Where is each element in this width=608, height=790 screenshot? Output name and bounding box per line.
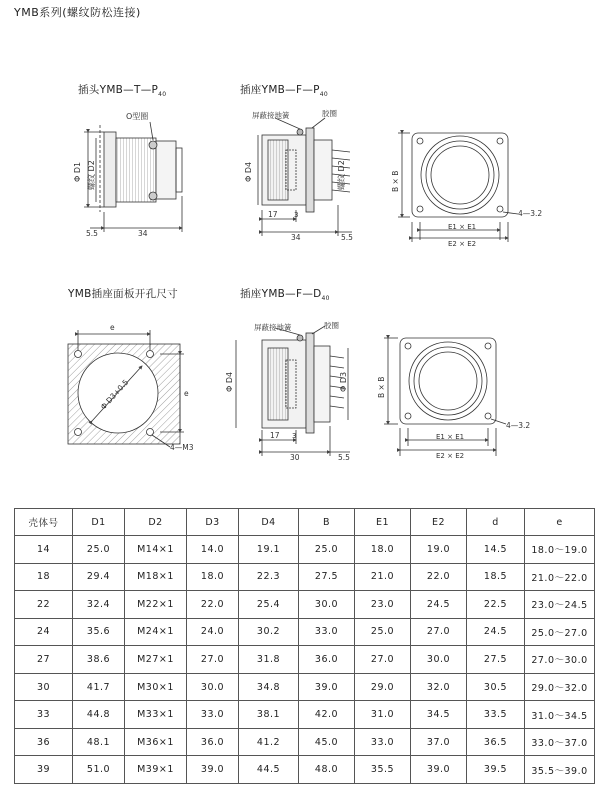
table-cell: 23.0～24.5 xyxy=(525,591,595,619)
table-cell: 24.5 xyxy=(467,618,525,646)
socket-d-caption: 插座$YMB—F—D_{40}$ xyxy=(240,288,330,303)
table-cell: 38.6 xyxy=(73,646,125,674)
table-cell: 48.1 xyxy=(73,728,125,756)
socket-d-dim-5.5: 5.5 xyxy=(338,453,350,462)
socket-d-dim-30: 30 xyxy=(290,453,300,462)
socket-d-label-spring: 屏蔽接地簧 xyxy=(254,323,292,332)
table-cell: 38.1 xyxy=(239,701,299,729)
socket-d-label-seal: 胶圈 xyxy=(324,321,339,330)
plug-label-d2: 螺纹 D2 xyxy=(87,160,96,190)
header-d2: D2 xyxy=(125,509,187,536)
header-e1: E1 xyxy=(355,509,411,536)
plug-dim-34: 34 xyxy=(138,229,148,238)
socket-p-label-d4: Φ D4 xyxy=(244,161,253,182)
table-cell: 30.0 xyxy=(299,591,355,619)
flange-bottom-label-b: B × B xyxy=(377,376,386,398)
table-cell: 18.0 xyxy=(187,563,239,591)
table-cell: 27.0 xyxy=(411,618,467,646)
flange-bottom-label-e2: E2 × E2 xyxy=(436,452,465,460)
panel-label-d3: Φ D3+0.5 xyxy=(98,377,131,412)
table-cell: 33 xyxy=(15,701,73,729)
table-body xyxy=(15,536,595,784)
socket-p-dim-34: 34 xyxy=(291,233,301,242)
table-cell: 19.0 xyxy=(411,536,467,564)
table-cell: 36.0 xyxy=(187,728,239,756)
table-cell: 27 xyxy=(15,646,73,674)
table-cell: 22.3 xyxy=(239,563,299,591)
table-cell: 33.0 xyxy=(299,618,355,646)
table-cell: 25.4 xyxy=(239,591,299,619)
panel-label-e-top: e xyxy=(110,323,115,332)
table-cell: 44.5 xyxy=(239,756,299,784)
table-cell: 39.5 xyxy=(467,756,525,784)
table-cell: 18.5 xyxy=(467,563,525,591)
table-cell: 18 xyxy=(15,563,73,591)
table-cell: 45.0 xyxy=(299,728,355,756)
plug-caption: 插头$YMB—T—P_{40}$ xyxy=(78,84,167,99)
table-cell: 35.5 xyxy=(355,756,411,784)
socket-p-dim-5.5: 5.5 xyxy=(341,233,353,242)
table-cell: 30.5 xyxy=(467,673,525,701)
table-cell: 22.0 xyxy=(187,591,239,619)
table-cell: 25.0～27.0 xyxy=(525,618,595,646)
table-cell: M36×1 xyxy=(125,728,187,756)
table-row xyxy=(15,536,595,564)
table-cell: 33.0 xyxy=(355,728,411,756)
header-d3: D3 xyxy=(187,509,239,536)
table-cell: 42.0 xyxy=(299,701,355,729)
flange-bottom-label-e1: E1 × E1 xyxy=(436,433,465,441)
table-cell: 33.0～37.0 xyxy=(525,728,595,756)
table-cell: 22.5 xyxy=(467,591,525,619)
table-cell: 27.5 xyxy=(299,563,355,591)
table-cell: 25.0 xyxy=(73,536,125,564)
table-cell: M39×1 xyxy=(125,756,187,784)
table-cell: M24×1 xyxy=(125,618,187,646)
table-cell: 27.0 xyxy=(355,646,411,674)
table-cell: 31.0 xyxy=(355,701,411,729)
table-row xyxy=(15,591,595,619)
table-row xyxy=(15,563,595,591)
table-cell: 32.4 xyxy=(73,591,125,619)
table-row xyxy=(15,728,595,756)
header-d: d xyxy=(467,509,525,536)
table-cell: M33×1 xyxy=(125,701,187,729)
plug-dim-5.5: 5.5 xyxy=(86,229,98,238)
table-cell: M14×1 xyxy=(125,536,187,564)
flange-top-label-b: B × B xyxy=(391,170,400,192)
header-b: B xyxy=(299,509,355,536)
table-cell: 24 xyxy=(15,618,73,646)
table-cell: M30×1 xyxy=(125,673,187,701)
table-cell: 51.0 xyxy=(73,756,125,784)
table-cell: 30.0 xyxy=(187,673,239,701)
socket-p-dim-17: 17 xyxy=(268,210,278,219)
table-cell: 39.0 xyxy=(187,756,239,784)
table-cell: 35.5～39.0 xyxy=(525,756,595,784)
socket-p-label-spring: 屏蔽接地簧 xyxy=(252,111,290,120)
flange-bottom-label-holes: 4—3.2 xyxy=(506,421,531,430)
panel-label-holes: 4—M3 xyxy=(170,443,194,452)
table-cell: 22.0 xyxy=(411,563,467,591)
table-row xyxy=(15,618,595,646)
table-cell: 39.0 xyxy=(411,756,467,784)
table-cell: 37.0 xyxy=(411,728,467,756)
table-cell: 34.5 xyxy=(411,701,467,729)
table-cell: 39.0 xyxy=(299,673,355,701)
table-cell: 29.0 xyxy=(355,673,411,701)
table-cell: 30 xyxy=(15,673,73,701)
header-shell: 壳体号 xyxy=(15,509,73,536)
table-cell: 41.7 xyxy=(73,673,125,701)
socket-p-label-seal: 胶圈 xyxy=(322,109,337,118)
header-d1: D1 xyxy=(73,509,125,536)
table-cell: 19.1 xyxy=(239,536,299,564)
flange-top-label-holes: 4—3.2 xyxy=(518,209,543,218)
socket-d-label-d4: Φ D4 xyxy=(225,371,234,392)
table-cell: 30.2 xyxy=(239,618,299,646)
table-header-row xyxy=(15,509,595,536)
table-cell: 21.0 xyxy=(355,563,411,591)
table-cell: 31.8 xyxy=(239,646,299,674)
table-cell: 39 xyxy=(15,756,73,784)
table-cell: 18.0～19.0 xyxy=(525,536,595,564)
flange-top-label-e2: E2 × E2 xyxy=(448,240,477,248)
table-cell: 25.0 xyxy=(299,536,355,564)
table-cell: 23.0 xyxy=(355,591,411,619)
plug-label-oring: O型圈 xyxy=(126,112,149,121)
table-cell: 25.0 xyxy=(355,618,411,646)
table-row xyxy=(15,646,595,674)
table-cell: 32.0 xyxy=(411,673,467,701)
table-cell: 35.6 xyxy=(73,618,125,646)
header-e2: E2 xyxy=(411,509,467,536)
table-cell: 33.0 xyxy=(187,701,239,729)
table-cell: 36.0 xyxy=(299,646,355,674)
panel-label-e-right: e xyxy=(184,389,189,398)
table-cell: M27×1 xyxy=(125,646,187,674)
socket-d-dim-17: 17 xyxy=(270,431,280,440)
spec-table xyxy=(14,508,595,784)
plug-drawing xyxy=(84,122,182,232)
table-cell: 21.0～22.0 xyxy=(525,563,595,591)
table-cell: 48.0 xyxy=(299,756,355,784)
plug-label-d1: Φ D1 xyxy=(73,161,82,182)
socket-p-caption: 插座$YMB—F—P_{40}$ xyxy=(240,84,328,99)
socket-d-dim-3: 3 xyxy=(292,432,297,440)
table-cell: 14.0 xyxy=(187,536,239,564)
socket-p-label-d2: 螺纹 D2 xyxy=(337,160,346,190)
table-cell: 41.2 xyxy=(239,728,299,756)
header-e: e xyxy=(525,509,595,536)
flange-top-label-e1: E1 × E1 xyxy=(448,223,477,231)
table-cell: 27.5 xyxy=(467,646,525,674)
table-cell: 22 xyxy=(15,591,73,619)
table-row xyxy=(15,673,595,701)
table-cell: M22×1 xyxy=(125,591,187,619)
table-cell: 24.5 xyxy=(411,591,467,619)
table-cell: 14.5 xyxy=(467,536,525,564)
table-cell: 36 xyxy=(15,728,73,756)
table-cell: 24.0 xyxy=(187,618,239,646)
table-row xyxy=(15,701,595,729)
socket-p-dim-3: 3 xyxy=(294,211,299,219)
table-cell: 27.0～30.0 xyxy=(525,646,595,674)
table-cell: 36.5 xyxy=(467,728,525,756)
table-cell: 14 xyxy=(15,536,73,564)
table-cell: 44.8 xyxy=(73,701,125,729)
table-row xyxy=(15,756,595,784)
table-cell: 34.8 xyxy=(239,673,299,701)
table-cell: 29.0～32.0 xyxy=(525,673,595,701)
table-cell: 27.0 xyxy=(187,646,239,674)
table-cell: 31.0～34.5 xyxy=(525,701,595,729)
page-title: YMB系列(螺纹防松连接) xyxy=(14,6,141,19)
table-cell: 30.0 xyxy=(411,646,467,674)
panel-caption: YMB插座面板开孔尺寸 xyxy=(68,288,178,300)
socket-d-label-d3: Φ D3 xyxy=(339,371,348,392)
table-cell: 29.4 xyxy=(73,563,125,591)
table-cell: 33.5 xyxy=(467,701,525,729)
table-cell: 18.0 xyxy=(355,536,411,564)
header-d4: D4 xyxy=(239,509,299,536)
table-cell: M18×1 xyxy=(125,563,187,591)
